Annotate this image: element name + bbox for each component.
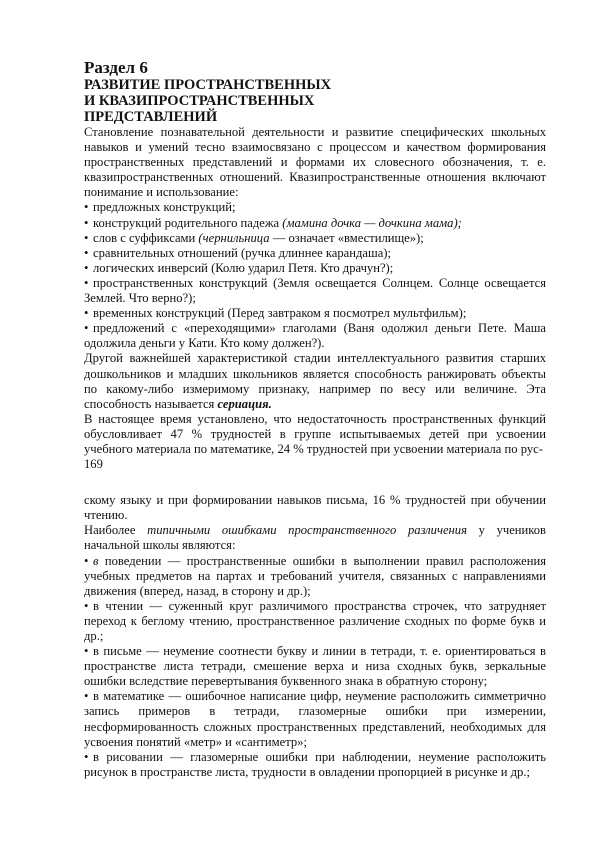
construction-list — [84, 200, 546, 351]
bullet-icon: • — [84, 689, 89, 704]
list-item: • в поведении — пространственные ошибки в выполнении правил расположения учебных предметов на партах и требований учителя, связанных с направлениями движения (вперед, назад, в сторону и др.); — [84, 553, 546, 598]
continuation-paragraph: скому языку и при формировании навыков письма, 16 % трудностей при обучении чтению. — [84, 493, 546, 523]
list-item: • в письме — неумение соотнести букву и линии в тетради, т. е. ориентироваться в пространстве листа тетради, смешение верха и низа сходных букв, зеркальные ошибки вследствие перевертывания буквенного знака в обратную сторону; — [84, 644, 546, 689]
bullet-icon: • — [84, 230, 89, 245]
list-item: • временных конструкций (Перед завтраком я посмотрел мультфильм); — [84, 306, 467, 321]
list-item: • конструкций родительного падежа (мамина дочка — дочкина мама); — [84, 215, 462, 230]
bullet-icon: • — [84, 644, 89, 659]
list-item: • предложных конструкций; — [84, 200, 236, 215]
bullet-icon: • — [84, 553, 89, 568]
list-item: • в рисовании — глазомерные ошибки при наблюдении, неумение расположить рисунок в пространстве листа, трудности в овладении пропорцией в рисунке и др.; — [84, 749, 546, 779]
list-item: • сравнительных отношений (ручка длиннее карандаша); — [84, 245, 391, 260]
page-number: 169 — [84, 457, 103, 472]
list-item: • логических инверсий (Колю ударил Петя. Кто драчун?); — [84, 260, 394, 275]
section-title-line-2: И КВАЗИПРОСТРАНСТВЕННЫХ — [84, 93, 315, 109]
statistics-paragraph: В настоящее время установлено, что недостаточность пространственных функций обусловливает 47 % трудностей в группе испытываемых детей при усвоении учебного материала по математике, 24 % трудностей при усвоении материала по рус- — [84, 411, 546, 456]
bullet-icon: • — [84, 275, 89, 290]
bullet-icon: • — [84, 245, 89, 260]
bullet-icon: • — [84, 260, 89, 275]
section-label: Раздел 6 — [84, 58, 148, 77]
intro-paragraph: Становление познавательной деятельности и развитие специфических школьных навыков и умений тесно взаимосвязано с процессом и качеством формирования пространственных представлений и формами их словесного обозначения, т. е. квазипространственных отношений. Квазипространственные отношения включают понимание и использование: — [84, 125, 546, 200]
section-title-line-3: ПРЕДСТАВЛЕНИЙ — [84, 109, 218, 125]
bullet-icon: • — [84, 598, 89, 613]
list-item: • пространственных конструкций (Земля освещается Солнцем. Солнце освещается Землей. Что верно?); — [84, 275, 546, 306]
bullet-icon: • — [84, 321, 89, 336]
errors-intro-paragraph: Наиболее типичными ошибками пространственного различения у учеников начальной школы являются: — [84, 523, 547, 553]
seriation-paragraph: Другой важнейшей характеристикой стадии интеллектуального развития старших дошкольников и младших школьников является способность ранжировать объекты по какому-либо измеримому признаку, например по весу или величине. Эта способность называется сериация. — [84, 351, 546, 411]
body-text — [84, 125, 546, 780]
seriation-term: сериация. — [217, 396, 272, 411]
section-title-line-1: РАЗВИТИЕ ПРОСТРАНСТВЕННЫХ — [84, 77, 332, 93]
list-item: • слов с суффиксами (чернильница — означает «вместилище»); — [84, 230, 424, 245]
list-item: • в чтении — суженный круг различимого пространства строчек, что затрудняет переход к беглому чтению, пространственное различение сходных по форме букв и др.; — [84, 598, 546, 643]
list-item: • предложений с «переходящими» глаголами (Ваня одолжил деньги Пете. Маша одолжила деньги у Кати. Кто кому должен?). — [84, 321, 546, 351]
errors-term: типичными ошибками пространственного различения — [147, 523, 467, 538]
bullet-icon: • — [84, 200, 89, 215]
bullet-icon: • — [84, 215, 89, 230]
list-item: • в математике — ошибочное написание цифр, неумение расположить симметрично запись примеров в тетради, глазомерные ошибки при измерении, несформированность сложных пространственных представлений, необходимых для усвоения понятий «метр» и «сантиметр»; — [84, 689, 546, 749]
book-page — [84, 58, 546, 780]
bullet-icon: • — [84, 749, 89, 764]
errors-list — [84, 554, 546, 780]
bullet-icon: • — [84, 306, 89, 321]
